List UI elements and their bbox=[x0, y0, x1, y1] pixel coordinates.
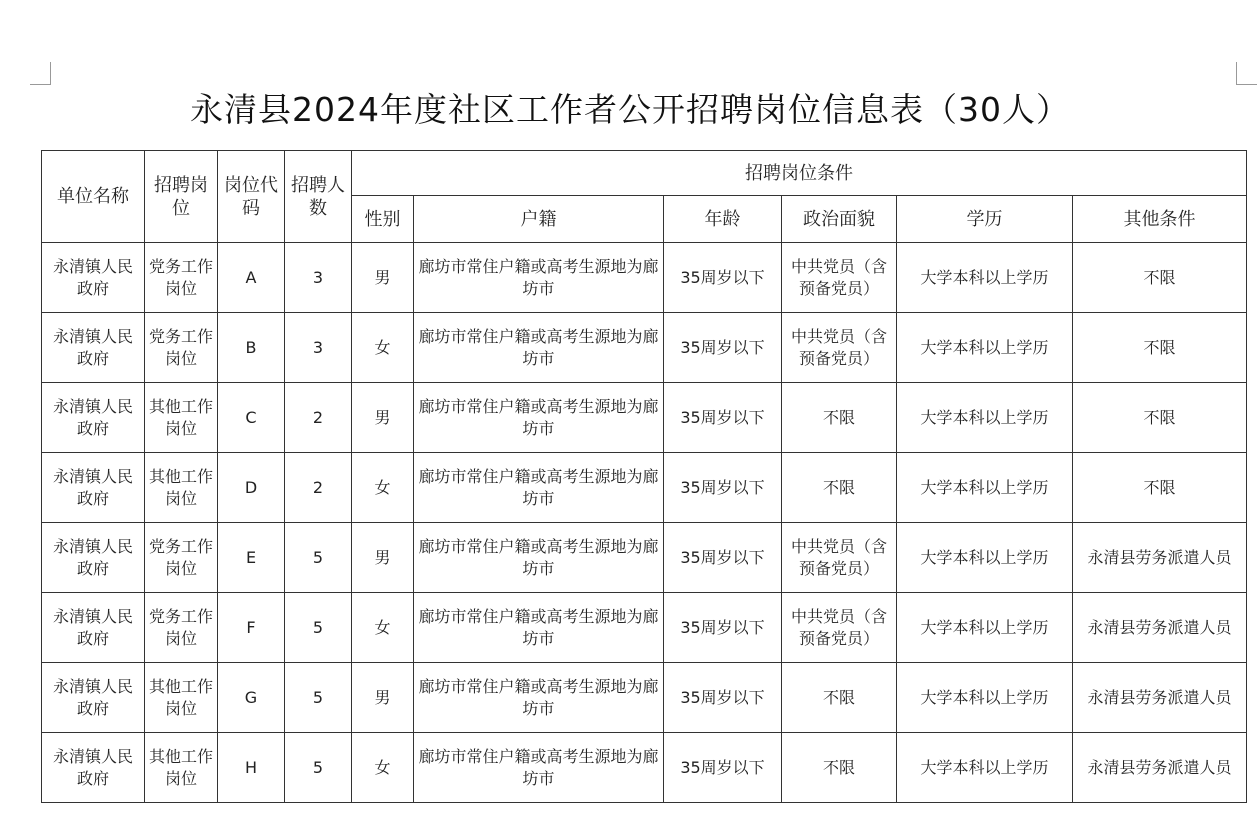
cell-position: 其他工作岗位 bbox=[145, 453, 218, 523]
cell-code: H bbox=[218, 733, 285, 803]
cell-hukou: 廊坊市常住户籍或高考生源地为廊坊市 bbox=[414, 383, 664, 453]
cell-hukou: 廊坊市常住户籍或高考生源地为廊坊市 bbox=[414, 733, 664, 803]
header-code: 岗位代码 bbox=[218, 151, 285, 243]
cell-political: 中共党员（含预备党员） bbox=[782, 313, 897, 383]
cell-political: 不限 bbox=[782, 663, 897, 733]
cell-age: 35周岁以下 bbox=[664, 313, 782, 383]
cell-hukou: 廊坊市常住户籍或高考生源地为廊坊市 bbox=[414, 593, 664, 663]
cell-unit: 永清镇人民政府 bbox=[42, 663, 145, 733]
cell-education: 大学本科以上学历 bbox=[897, 453, 1073, 523]
document-title: 永清县2024年度社区工作者公开招聘岗位信息表（30人） bbox=[190, 90, 1070, 129]
cell-education: 大学本科以上学历 bbox=[897, 733, 1073, 803]
cell-political: 中共党员（含预备党员） bbox=[782, 523, 897, 593]
cell-other: 不限 bbox=[1073, 383, 1247, 453]
cell-unit: 永清镇人民政府 bbox=[42, 453, 145, 523]
cell-other: 永清县劳务派遣人员 bbox=[1073, 663, 1247, 733]
cell-hukou: 廊坊市常住户籍或高考生源地为廊坊市 bbox=[414, 313, 664, 383]
cell-count: 5 bbox=[285, 593, 352, 663]
cell-gender: 男 bbox=[352, 383, 414, 453]
cell-other: 永清县劳务派遣人员 bbox=[1073, 523, 1247, 593]
cell-position: 党务工作岗位 bbox=[145, 523, 218, 593]
header-gender: 性别 bbox=[352, 196, 414, 243]
cell-education: 大学本科以上学历 bbox=[897, 243, 1073, 313]
cell-position: 党务工作岗位 bbox=[145, 243, 218, 313]
header-position: 招聘岗位 bbox=[145, 151, 218, 243]
header-hukou: 户籍 bbox=[414, 196, 664, 243]
table-row bbox=[42, 313, 1247, 383]
cell-position: 党务工作岗位 bbox=[145, 593, 218, 663]
table-row bbox=[42, 453, 1247, 523]
cell-count: 5 bbox=[285, 663, 352, 733]
cell-hukou: 廊坊市常住户籍或高考生源地为廊坊市 bbox=[414, 243, 664, 313]
cell-code: C bbox=[218, 383, 285, 453]
cell-count: 3 bbox=[285, 243, 352, 313]
header-education: 学历 bbox=[897, 196, 1073, 243]
header-age: 年龄 bbox=[664, 196, 782, 243]
cell-count: 2 bbox=[285, 383, 352, 453]
cell-code: D bbox=[218, 453, 285, 523]
cell-position: 其他工作岗位 bbox=[145, 383, 218, 453]
cell-position: 其他工作岗位 bbox=[145, 663, 218, 733]
table-row bbox=[42, 733, 1247, 803]
cell-political: 不限 bbox=[782, 733, 897, 803]
cell-education: 大学本科以上学历 bbox=[897, 383, 1073, 453]
header-conditions: 招聘岗位条件 bbox=[352, 151, 1247, 196]
cell-age: 35周岁以下 bbox=[664, 733, 782, 803]
cell-gender: 男 bbox=[352, 663, 414, 733]
header-other: 其他条件 bbox=[1073, 196, 1247, 243]
header-political: 政治面貌 bbox=[782, 196, 897, 243]
cell-age: 35周岁以下 bbox=[664, 663, 782, 733]
cell-gender: 女 bbox=[352, 453, 414, 523]
cell-code: B bbox=[218, 313, 285, 383]
cell-code: E bbox=[218, 523, 285, 593]
job-info-table bbox=[41, 150, 1247, 803]
cell-age: 35周岁以下 bbox=[664, 243, 782, 313]
cell-political: 中共党员（含预备党员） bbox=[782, 593, 897, 663]
cell-age: 35周岁以下 bbox=[664, 593, 782, 663]
page-corner-mark-top-left bbox=[30, 62, 51, 85]
cell-age: 35周岁以下 bbox=[664, 383, 782, 453]
cell-count: 5 bbox=[285, 523, 352, 593]
header-count: 招聘人数 bbox=[285, 151, 352, 243]
cell-position: 其他工作岗位 bbox=[145, 733, 218, 803]
cell-gender: 男 bbox=[352, 243, 414, 313]
cell-gender: 女 bbox=[352, 313, 414, 383]
cell-education: 大学本科以上学历 bbox=[897, 313, 1073, 383]
cell-count: 2 bbox=[285, 453, 352, 523]
cell-political: 中共党员（含预备党员） bbox=[782, 243, 897, 313]
cell-code: A bbox=[218, 243, 285, 313]
header-unit: 单位名称 bbox=[42, 151, 145, 243]
table-row bbox=[42, 243, 1247, 313]
cell-position: 党务工作岗位 bbox=[145, 313, 218, 383]
cell-code: G bbox=[218, 663, 285, 733]
cell-political: 不限 bbox=[782, 453, 897, 523]
cell-other: 不限 bbox=[1073, 313, 1247, 383]
cell-unit: 永清镇人民政府 bbox=[42, 733, 145, 803]
cell-unit: 永清镇人民政府 bbox=[42, 523, 145, 593]
cell-code: F bbox=[218, 593, 285, 663]
cell-count: 5 bbox=[285, 733, 352, 803]
cell-gender: 女 bbox=[352, 733, 414, 803]
cell-other: 永清县劳务派遣人员 bbox=[1073, 593, 1247, 663]
cell-other: 不限 bbox=[1073, 453, 1247, 523]
cell-other: 永清县劳务派遣人员 bbox=[1073, 733, 1247, 803]
cell-education: 大学本科以上学历 bbox=[897, 523, 1073, 593]
cell-gender: 女 bbox=[352, 593, 414, 663]
cell-unit: 永清镇人民政府 bbox=[42, 383, 145, 453]
cell-other: 不限 bbox=[1073, 243, 1247, 313]
table-row bbox=[42, 523, 1247, 593]
cell-education: 大学本科以上学历 bbox=[897, 663, 1073, 733]
cell-age: 35周岁以下 bbox=[664, 523, 782, 593]
table-row bbox=[42, 663, 1247, 733]
cell-education: 大学本科以上学历 bbox=[897, 593, 1073, 663]
cell-age: 35周岁以下 bbox=[664, 453, 782, 523]
cell-unit: 永清镇人民政府 bbox=[42, 243, 145, 313]
cell-count: 3 bbox=[285, 313, 352, 383]
cell-unit: 永清镇人民政府 bbox=[42, 593, 145, 663]
cell-unit: 永清镇人民政府 bbox=[42, 313, 145, 383]
cell-hukou: 廊坊市常住户籍或高考生源地为廊坊市 bbox=[414, 523, 664, 593]
cell-hukou: 廊坊市常住户籍或高考生源地为廊坊市 bbox=[414, 453, 664, 523]
table-row bbox=[42, 593, 1247, 663]
table-row bbox=[42, 383, 1247, 453]
page-corner-mark-top-right bbox=[1236, 62, 1257, 85]
cell-political: 不限 bbox=[782, 383, 897, 453]
cell-gender: 男 bbox=[352, 523, 414, 593]
cell-hukou: 廊坊市常住户籍或高考生源地为廊坊市 bbox=[414, 663, 664, 733]
